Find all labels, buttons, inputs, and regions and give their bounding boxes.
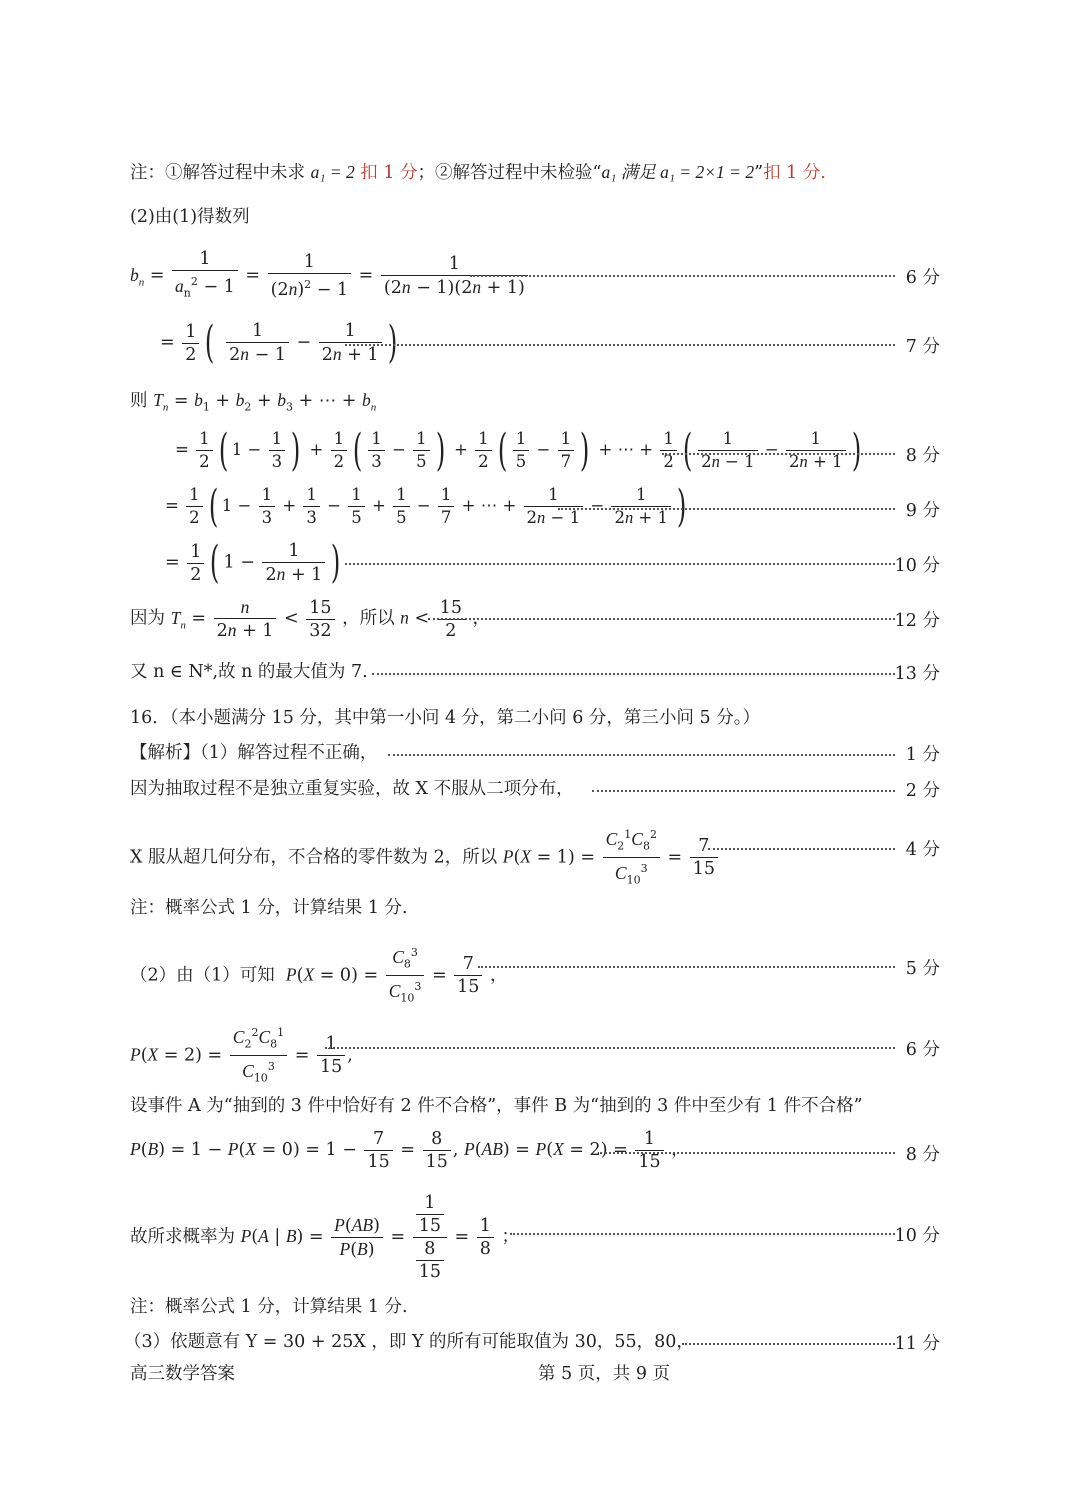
score-13: 13 分 (894, 664, 940, 684)
tn-definition: 则 $T_n = b_1 + b_2 + b_3$ + ⋯ + $b_n$ (130, 390, 377, 414)
step-max-n: 又 n ∈ N*,故 n 的最大值为 7. (130, 662, 368, 682)
q16-analysis-1: 【解析】（1）解答过程不正确， (130, 743, 378, 763)
score-10: 10 分 (894, 556, 940, 576)
dotted-leader (708, 848, 895, 850)
score-7: 7 分 (905, 337, 940, 357)
footer-title: 高三数学答案 (130, 1364, 235, 1384)
step-bn: $b_n$ = $\frac{1}{a_n^2 - 1}$ = $\frac{1}{(2n)^2 - 1}$ = $\frac{1}{(2n - 1)(2n + 1)}$ (130, 248, 940, 304)
note-deduction: 注：①解答过程中未求 a₁ = 2 扣 1 分；②解答过程中未检验“a₁ 满足 a₁ = 2×1 = 2”扣 1 分. (130, 162, 826, 183)
dotted-leader (510, 1233, 895, 1235)
note-prob-2: 注：概率公式 1 分，计算结果 1 分. (130, 1297, 408, 1317)
dotted-leader (372, 673, 895, 675)
step-split: = $\frac{1}{2}$ ( $\frac{1}{2n - 1}$ − $\frac{1}{2n + 1}$ ) (160, 317, 397, 368)
dotted-leader (662, 453, 895, 455)
score-8: 8 分 (905, 446, 940, 466)
dotted-leader (470, 275, 895, 277)
dotted-leader (600, 1152, 895, 1154)
score-10b: 10 分 (894, 1226, 940, 1246)
score-6b: 6 分 (905, 1040, 940, 1060)
q16-heading: 16．（本小题满分 15 分，其中第一小问 4 分，第二小问 6 分，第三小问 5 分。） (130, 708, 760, 728)
step-inequality: 因为 $T_n$ = $\frac{n}{2n + 1}$ < $\frac{15}{32}$ ，所以 n < $\frac{15}{2}$ ， (130, 597, 491, 641)
score-11: 11 分 (894, 1334, 940, 1354)
dotted-leader (428, 618, 895, 620)
score-8b: 8 分 (905, 1145, 940, 1165)
note-prob-1: 注：概率公式 1 分，计算结果 1 分. (130, 898, 408, 918)
dotted-leader (478, 966, 895, 968)
dotted-leader (345, 563, 895, 565)
dotted-leader (325, 1047, 895, 1049)
q16-analysis-2: 因为抽取过程不是独立重复实验，故 X 不服从二项分布， (130, 779, 574, 799)
page-number: 第 5 页，共 9 页 (538, 1364, 671, 1384)
step-sum-expand: = $\frac{1}{2}$ ( 1 − $\frac{1}{3}$ ) + $\frac{1}{2}$ ( $\frac{1}{3}$ − $\frac{1}{5}$ ) + $\frac{1}{2}$ ( $\frac{1}{5}$ − $\frac{1}{7}$ ) + ⋯ + $\frac{1}{2}$ ( $\frac{1}{2n - 1}$ − $\frac{1}{2n + 1}$ ) (175, 424, 861, 476)
q16-px2: P(X = 2) = $\frac{C_2^2C_8^1}{C_{10}^3}$ = $\frac{1}{15}$ , (130, 1022, 940, 1090)
dotted-leader (388, 754, 895, 756)
q16-hypergeometric: X 服从超几何分布，不合格的零件数为 2，所以 P(X = 1) = $\frac{C_2^1C_8^2}{C_{10}^3}$ = $\frac{7}{15}$ (130, 824, 940, 892)
part2-heading: (2)由(1)得数列 (130, 207, 250, 227)
q16-part3: （3）依题意有 Y = 30 + 25X ，即 Y 的所有可能取值为 30，55，80， (124, 1332, 694, 1352)
score-2: 2 分 (905, 781, 940, 801)
step-result: = $\frac{1}{2}$ ( 1 − $\frac{1}{2n + 1}$ ) (165, 537, 341, 588)
step-telescope: = $\frac{1}{2}$ ( 1 − $\frac{1}{3}$ + $\frac{1}{3}$ − $\frac{1}{5}$ + $\frac{1}{5}$ − $\frac{1}{7}$ + ⋯ + $\frac{1}{2n - 1}$ − $\frac{1}{2n + 1}$ ) (165, 480, 687, 532)
dotted-leader (345, 344, 895, 346)
score-6: 6 分 (905, 268, 940, 288)
score-9: 9 分 (905, 501, 940, 521)
score-5: 5 分 (905, 959, 940, 979)
q16-part2-px0: （2）由（1）可知 P(X = 0) = $\frac{C_8^3}{C_{10}^3}$ = $\frac{7}{15}$ ， (130, 942, 940, 1010)
q16-conditional: 故所求概率为 P(A | B) = $\frac{P(AB)}{P(B)}$ = $\frac{\frac{1}{15}}{\frac{8}{15}}$ = $\frac{1}{8}$ ； (130, 1193, 519, 1282)
dotted-leader (682, 1343, 895, 1345)
q16-events: 设事件 A 为“抽到的 3 件中恰好有 2 件不合格”，事件 B 为“抽到的 3 件中至少有 1 件不合格” (130, 1096, 863, 1116)
score-1: 1 分 (905, 745, 940, 765)
q16-pb-pab: P(B) = 1 − P(X = 0) = 1 − $\frac{7}{15}$ = $\frac{8}{15}$ , P(AB) = P(X = 2) = $\frac{1}{15}$ ， (130, 1129, 689, 1172)
score-4: 4 分 (905, 840, 940, 860)
dotted-leader (592, 790, 895, 792)
dotted-leader (558, 508, 895, 510)
score-12: 12 分 (894, 611, 940, 631)
